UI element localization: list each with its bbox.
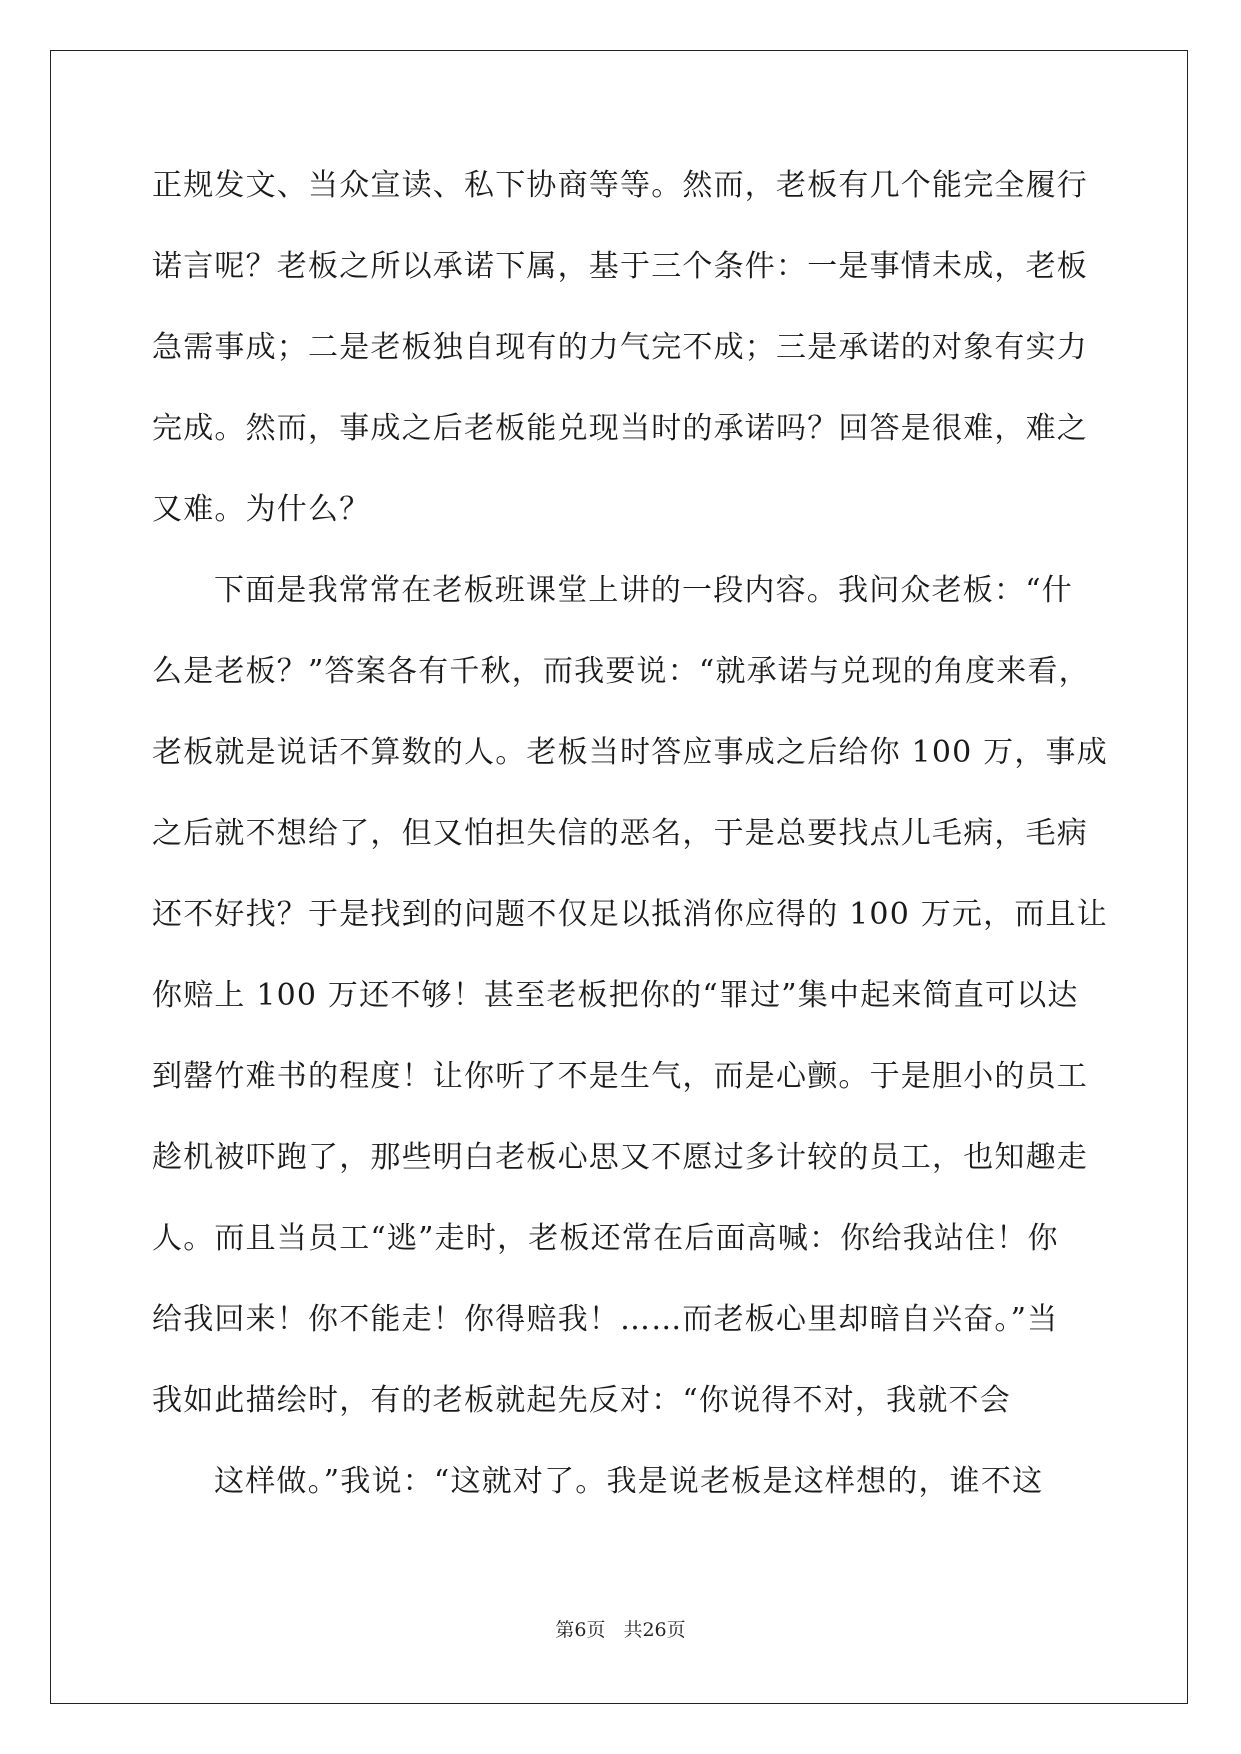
- text-line: 你赔上 100 万还不够！甚至老板把你的“罪过”集中起来简直可以达: [152, 978, 1079, 1013]
- text-line: 趁机被吓跑了，那些明白老板心思又不愿过多计较的员工，也知趣走: [152, 1140, 1088, 1175]
- text-line: 急需事成；二是老板独自现有的力气完不成；三是承诺的对象有实力: [152, 330, 1088, 365]
- text-line: 还不好找？于是找到的问题不仅足以抵消你应得的 100 万元，而且让: [152, 897, 1108, 932]
- paragraph-start-line: 下面是我常常在老板班课堂上讲的一段内容。我问众老板：“什: [214, 573, 1073, 608]
- text-line: 又难。为什么？: [152, 492, 371, 527]
- paragraph-start-line: 这样做。”我说：“这就对了。我是说老板是这样想的，谁不这: [214, 1464, 1044, 1499]
- page-number: 第6页: [555, 1619, 606, 1641]
- text-line: 我如此描绘时，有的老板就起先反对：“你说得不对，我就不会: [152, 1383, 1011, 1418]
- text-line: 么是老板？”答案各有千秋，而我要说：“就承诺与兑现的角度来看，: [152, 654, 1090, 689]
- text-line: 正规发文、当众宣读、私下协商等等。然而，老板有几个能完全履行: [152, 168, 1088, 203]
- page-total: 共26页: [623, 1619, 686, 1641]
- text-line: 诺言呢？老板之所以承诺下属，基于三个条件：一是事情未成，老板: [152, 249, 1088, 284]
- text-line: 完成。然而，事成之后老板能兑现当时的承诺吗？回答是很难，难之: [152, 411, 1088, 446]
- document-body: [152, 160, 1108, 1537]
- text-line: 人。而且当员工“逃”走时，老板还常在后面高喊：你给我站住！你: [152, 1221, 1059, 1256]
- page-footer: [0, 1618, 1241, 1642]
- text-line: 给我回来！你不能走！你得赔我！……而老板心里却暗自兴奋。”当: [152, 1302, 1059, 1337]
- text-line: 老板就是说话不算数的人。老板当时答应事成之后给你 100 万，事成: [152, 735, 1108, 770]
- text-line: 到罄竹难书的程度！让你听了不是生气，而是心颤。于是胆小的员工: [152, 1059, 1088, 1094]
- text-line: 之后就不想给了，但又怕担失信的恶名，于是总要找点儿毛病，毛病: [152, 816, 1088, 851]
